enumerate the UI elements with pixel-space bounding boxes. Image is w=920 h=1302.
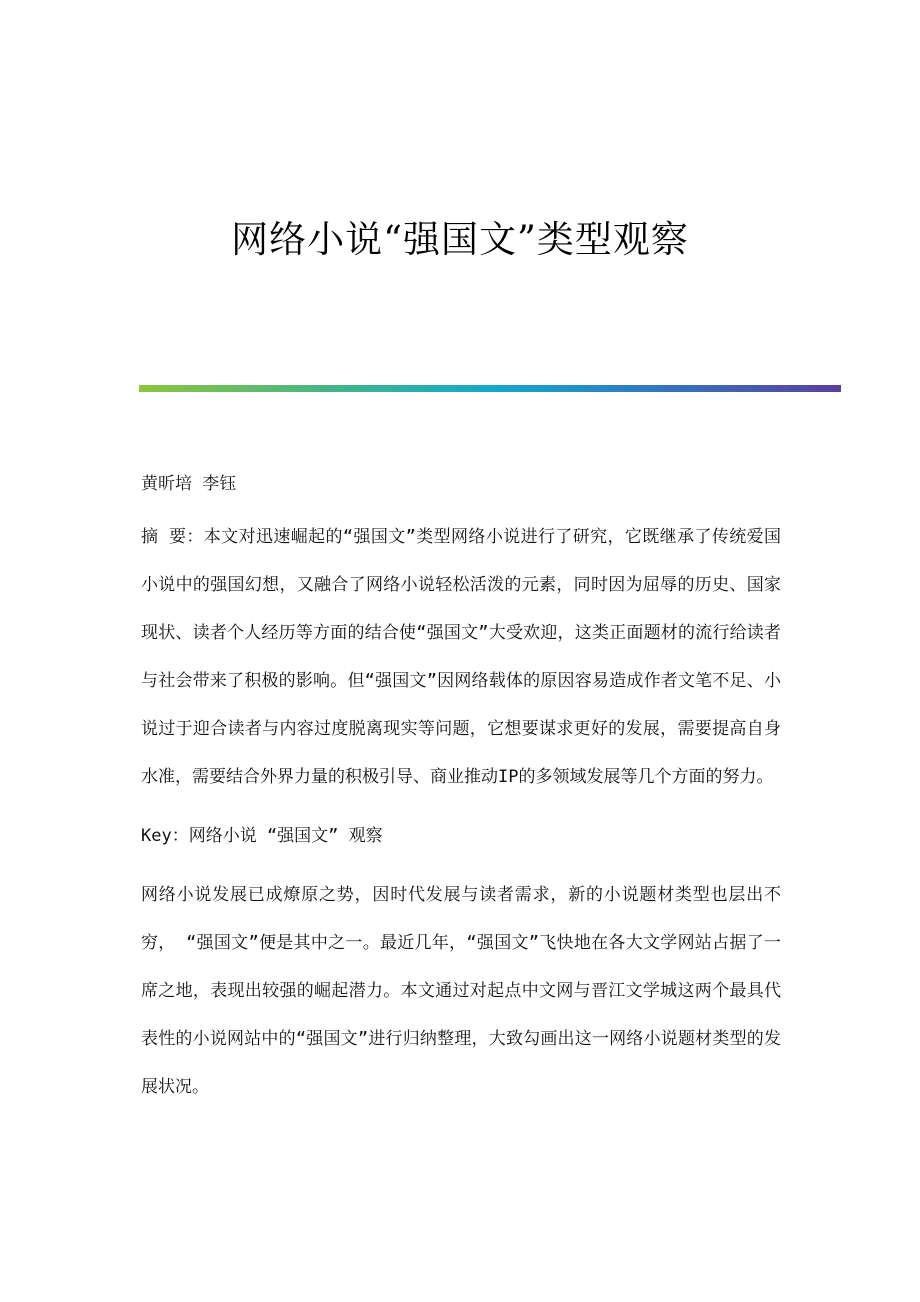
document-title: 网络小说“强国文”类型观察 bbox=[231, 218, 689, 261]
abstract-paragraph: 摘 要：本文对迅速崛起的“强国文”类型网络小说进行了研究，它既继承了传统爱国小说中的强国幻想，又融合了网络小说轻松活泼的元素，同时因为屈辱的历史、国家现状、读者个人经历等方面的结合使“强国文”大受欢迎，这类正面题材的流行给读者与社会带来了积极的影响。但“强国文”因网络载体的原因容易造成作者文笔不足、小说过于迎合读者与内容过度脱离现实等问题，它想要谋求更好的发展，需要提高自身水准，需要结合外界力量的积极引导、商业推动IP的多领域发展等几个方面的努力。 bbox=[141, 527, 781, 787]
keywords: Key：网络小说 “强国文” 观察 bbox=[141, 826, 383, 846]
authors: 黄昕培 李钰 bbox=[141, 474, 237, 494]
body-paragraph: 网络小说发展已成燎原之势，因时代发展与读者需求，新的小说题材类型也层出不穷， “强国文”便是其中之一。最近几年，“强国文”飞快地在各大文学网站占据了一席之地，表现出较强的崛起潜力。本文通过对起点中文网与晋江文学城这两个最具代表性的小说网站中的“强国文”进行归纳整理，大致勾画出这一网络小说题材类型的发展状况。 bbox=[141, 885, 781, 1097]
document-body bbox=[141, 466, 781, 1122]
title-divider bbox=[139, 385, 841, 392]
